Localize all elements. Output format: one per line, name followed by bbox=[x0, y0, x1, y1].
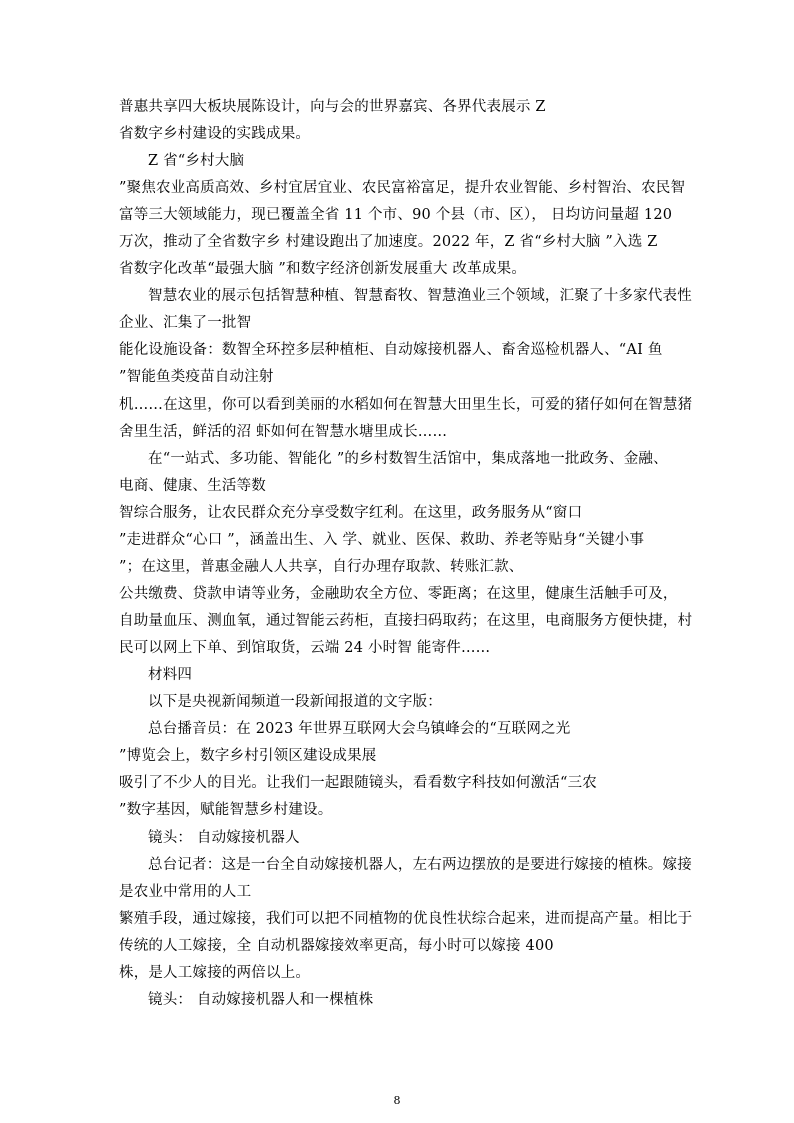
text-line: 普惠共享四大板块展陈设计，向与会的世界嘉宾、各界代表展示 Z bbox=[119, 99, 546, 115]
text-line: 自助量血压、测血氧，通过智能云药柜，直接扫码取药；在这里，电商服务方便快捷，村 bbox=[119, 613, 693, 629]
text-line: 机……在这里，你可以看到美丽的水稻如何在智慧大田里生长，可爱的猪仔如何在智慧猪 bbox=[119, 397, 693, 413]
text-line: 民可以网上下单、到馆取货，云端 24 小时智 能寄件…… bbox=[119, 640, 491, 656]
page-number: 8 bbox=[393, 1094, 401, 1107]
text-line: 株，是人工嫁接的两倍以上。 bbox=[119, 965, 311, 981]
text-line: 智慧农业的展示包括智慧种植、智慧畜牧、智慧渔业三个领域，汇聚了十多家代表性 bbox=[148, 288, 692, 304]
text-line: 省数字乡村建设的实践成果。 bbox=[119, 126, 311, 142]
text-line: 企业、汇集了一批智 bbox=[119, 315, 252, 331]
text-line: ”；在这里，普惠金融人人共享，自行办理存取款、转账汇款、 bbox=[119, 559, 524, 575]
text-line: 繁殖手段，通过嫁接，我们可以把不同植物的优良性状综合起来，进而提高产量。相比于 bbox=[119, 911, 693, 927]
text-line: ”数字基因，赋能智慧乡村建设。 bbox=[119, 802, 333, 818]
text-line: 传统的人工嫁接，全 自动机器嫁接效率更高，每小时可以嫁接 400 bbox=[119, 938, 554, 954]
text-line: 智综合服务，让农民群众充分享受数字红利。在这里，政务服务从“窗口 bbox=[119, 505, 583, 521]
text-line: 舍里生活，鲜活的沼 虾如何在智慧水塘里成长…… bbox=[119, 424, 448, 440]
section-heading: 材料四 bbox=[148, 667, 193, 683]
text-line: 吸引了不少人的目光。让我们一起跟随镜头，看看数字科技如何激活“三农 bbox=[119, 775, 598, 791]
text-line: 公共缴费、贷款申请等业务，金融助农全方位、零距离；在这里，健康生活触手可及， bbox=[119, 586, 678, 602]
text-line: Z 省“乡村大脑 bbox=[148, 153, 245, 169]
text-line: 省数字化改革“最强大脑 ”和数字经济创新发展重大 改革成果。 bbox=[119, 261, 527, 277]
text-line: 能化设施设备：数智全环控多层种植柜、自动嫁接机器人、畜舍巡检机器人、“AI 鱼 bbox=[119, 342, 663, 358]
text-line: 以下是央视新闻频道一段新闻报道的文字版： bbox=[148, 694, 442, 710]
text-line: 在“一站式、多功能、智能化 ”的乡村数智生活馆中，集成落地一批政务、金融、 bbox=[148, 451, 668, 467]
text-line: 总台播音员：在 2023 年世界互联网大会乌镇峰会的“互联网之光 bbox=[148, 721, 571, 737]
text-line: 万次，推动了全省数字乡 村建设跑出了加速度。2022 年，Z 省“乡村大脑 ”入选 Z bbox=[119, 234, 658, 250]
text-line: ”博览会上，数字乡村引领区建设成果展 bbox=[119, 748, 377, 764]
text-line: ”聚焦农业高质高效、乡村宜居宜业、农民富裕富足，提升农业智能、乡村智治、农民智 bbox=[119, 180, 686, 196]
text-line: 是农业中常用的人工 bbox=[119, 884, 252, 900]
text-line: 镜头： 自动嫁接机器人 bbox=[148, 830, 300, 846]
text-line: 电商、健康、生活等数 bbox=[119, 478, 266, 494]
text-line: 总台记者：这是一台全自动嫁接机器人，左右两边摆放的是要进行嫁接的植株。嫁接 bbox=[148, 857, 692, 873]
text-line: 富等三大领域能力，现已覆盖全省 11 个市、90 个县（市、区）， 日均访问量超 120 bbox=[119, 207, 673, 223]
text-line: ”智能鱼类疫苗自动注射 bbox=[119, 369, 274, 385]
text-line: 镜头： 自动嫁接机器人和一棵植株 bbox=[148, 992, 374, 1008]
text-line: ”走进群众“心口 ”，涵盖出生、入 学、就业、医保、救助、养老等贴身“关键小事 bbox=[119, 532, 645, 548]
